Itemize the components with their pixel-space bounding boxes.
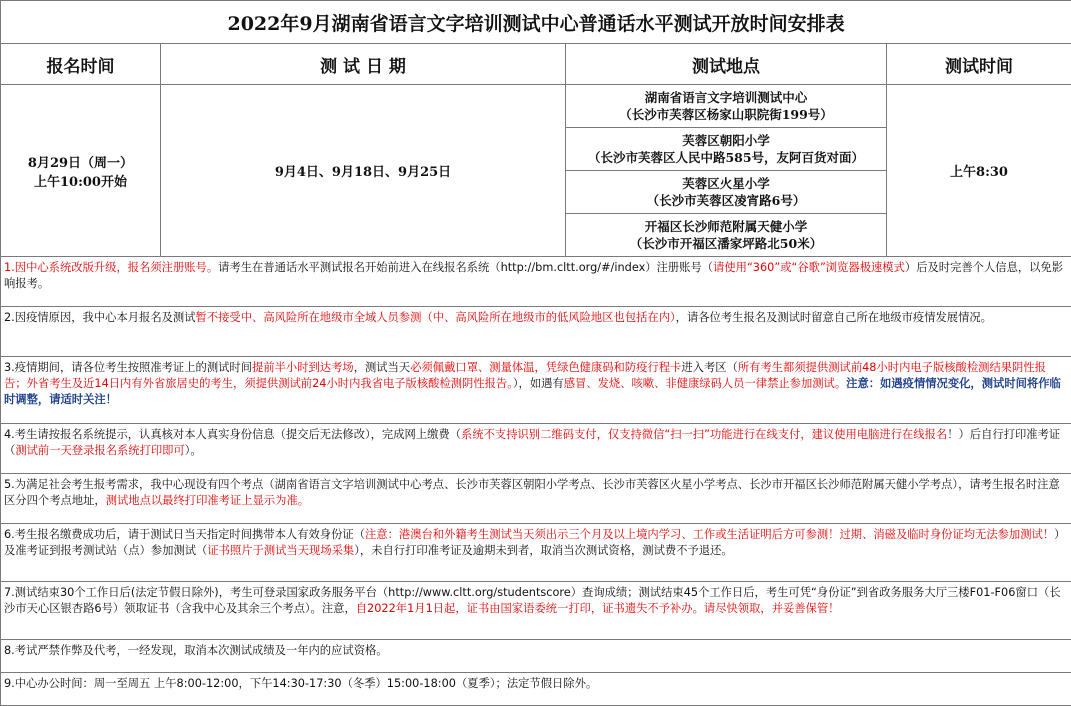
note-6: [1, 524, 1071, 582]
note-segment: 1.: [4, 261, 15, 274]
location-1: [566, 85, 887, 128]
header-test-time: 测试时间: [887, 44, 1071, 85]
note-segment: 注意：港澳台和外籍考生测试当天须出示三个月及以上境内学习、工作或生活证明后方可参测！过期、消磁及临时身份证均无法参加测试！: [365, 528, 1054, 541]
note-segment: ，请各位考生报名及测试时留意自己所在地级市疫情发展情况。: [676, 311, 992, 324]
note-segment: 系统不支持识别二维码支付，仅支持微信“扫一扫”功能进行在线支付，建议使用电脑进行在线报名: [461, 428, 947, 441]
note-segment: 2.因疫情原因，我中心本月报名及测试: [4, 311, 196, 324]
note-segment: 6.考生报名缴费成功后，请于测试日当天指定时间携带本人有效身份证（: [4, 528, 365, 541]
note-segment: ）后及时完善个人信息，以免影响报考。: [4, 261, 1063, 290]
note-segment: 4.考生请按报名系统提示，认真核对本人真实身份信息（提交后无法修改），完成网上缴费（: [4, 428, 461, 441]
location-4: [566, 214, 887, 257]
note-2: [1, 307, 1071, 357]
note-segment: 3.疫情期间，请各位考生按照准考证上的测试时间: [4, 361, 252, 374]
note-7: [1, 582, 1071, 640]
note-5: [1, 474, 1071, 524]
registration-start: 上午10:00开始: [1, 171, 160, 190]
note-9: [1, 673, 1071, 706]
note-segment: 提前半小时到达考场: [252, 361, 354, 374]
note-4: [1, 424, 1071, 474]
note-segment: ！）后自行打印准考证（: [4, 428, 1060, 457]
location-address: （长沙市芙蓉区杨家山职院街199号）: [566, 106, 886, 123]
note-segment: 感冒、发烧、咳嗽、非健康绿码人员一律禁止参加测试。: [564, 377, 846, 390]
page-title: 2022年9月湖南省语言文字培训测试中心普通话水平测试开放时间安排表: [1, 1, 1071, 44]
note-segment: 注意：如遇疫情情况变化，测试时间将作临时调整，请适时关注！: [4, 377, 1061, 406]
note-segment: 测试地点以最终打印准考证上显示为准。: [106, 494, 309, 507]
note-segment: 7.测试结束30个工作日后(法定节假日除外)，考生可登录国家政务服务平台（http://www.cltt.org/studentscore）查询成绩；测试结束45个工作日后，考生可凭“身份证”到省政务服务大厅三楼F01-F06窗口（长沙市天心区银杏路6号）领取证书（含我中心及其余三个考点）。注意，: [4, 586, 1061, 615]
note-segment: ）。: [185, 444, 202, 457]
note-segment: 5.为满足社会考生报考需求，我中心现设有四个考点（湖南省语言文字培训测试中心考点、长沙市芙蓉区朝阳小学考点、长沙市芙蓉区火星小学考点、长沙市开福区长沙师范附属天健小学考点），请考生报名时注意区分四个考点地址，: [4, 478, 1060, 507]
location-name: 芙蓉区朝阳小学: [566, 132, 886, 149]
note-segment: 自2022年1月1日起，证书由国家语委统一打印，证书遗失不予补办。请尽快领取，并妥善保管！: [356, 602, 840, 615]
note-segment: 请考生在普通话水平测试报名开始前进入在线报名系统（http://bm.cltt.org/#/index）注册账号（: [218, 261, 713, 274]
note-1: [1, 257, 1071, 307]
note-segment: ），未自行打印准考证及逾期未到者，取消当次测试资格，测试费不予退还。: [354, 544, 732, 557]
note-segment: 8.考试严禁作弊及代考，一经发现，取消本次测试成绩及一年内的应试资格。: [4, 644, 388, 657]
registration-date: 8月29日（周一）: [1, 152, 160, 171]
location-name: 湖南省语言文字培训测试中心: [566, 89, 886, 106]
note-segment: ）及准考证到报考测试站（点）参加测试（: [4, 528, 1065, 557]
note-segment: 测试前一天登录报名系统打印即可: [15, 444, 184, 457]
note-segment: 进入考区（: [681, 361, 738, 374]
location-3: [566, 171, 887, 214]
note-segment: 因中心系统改版升级，报名须注册账号。: [15, 261, 218, 274]
location-address: （长沙市开福区潘家坪路北50米）: [566, 235, 886, 252]
note-segment: ），如遇有: [513, 377, 564, 390]
note-segment: 证书照片于测试当天现场采集: [207, 544, 354, 557]
note-segment: 9.中心办公时间：周一至周五 上午8:00-12:00，下午14:30-17:30（冬季）15:00-18:00（夏季）；法定节假日除外。: [4, 677, 597, 690]
location-name: 芙蓉区火星小学: [566, 175, 886, 192]
location-name: 开福区长沙师范附属天健小学: [566, 218, 886, 235]
location-address: （长沙市芙蓉区人民中路585号，友阿百货对面）: [566, 149, 886, 166]
note-segment: 必须佩戴口罩、测量体温，凭绿色健康码和防疫行程卡: [410, 361, 681, 374]
note-8: [1, 640, 1071, 673]
test-time-cell: 上午8:30: [887, 85, 1071, 257]
note-segment: ，测试当天: [354, 361, 411, 374]
registration-time-cell: [1, 85, 161, 257]
note-segment: 请使用“360”或“谷歌”浏览器极速模式: [713, 261, 905, 274]
test-dates-cell: 9月4日、9月18日、9月25日: [161, 85, 566, 257]
header-test-location: 测试地点: [566, 44, 887, 85]
note-segment: 所有考生都须提供测试前48小时内电子版核酸检测结果阴性报告；外省考生及近14日内有外省旅居史的考生，须提供测试前24小时内我省电子版核酸检测阴性报告。: [4, 361, 1046, 390]
location-address: （长沙市芙蓉区凌宵路6号）: [566, 192, 886, 209]
header-registration-time: 报名时间: [1, 44, 161, 85]
header-test-dates: 测 试 日 期: [161, 44, 566, 85]
note-segment: 暂不接受中、高风险所在地级市全域人员参测（中、高风险所在地级市的低风险地区也包括在内）: [196, 311, 676, 324]
location-2: [566, 128, 887, 171]
note-3: [1, 357, 1071, 424]
